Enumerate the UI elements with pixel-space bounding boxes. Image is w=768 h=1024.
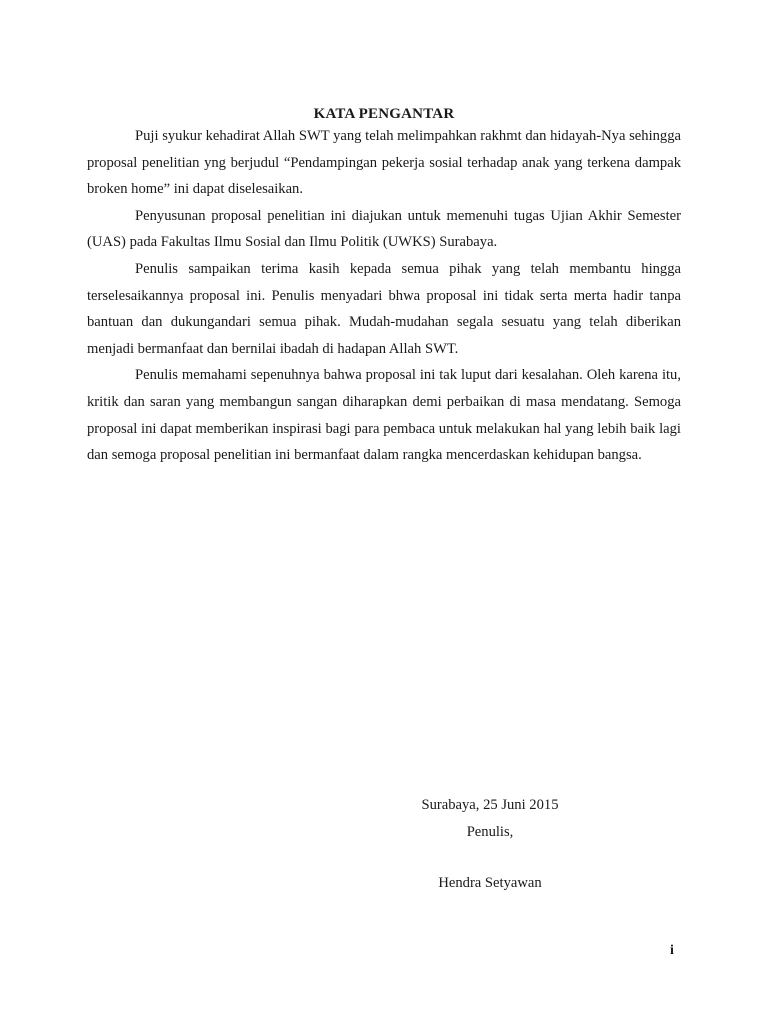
paragraph-4: Penulis memahami sepenuhnya bahwa proposal ini tak luput dari kesalahan. Oleh karena itu, kritik dan saran yang membangun sangan diharapkan demi perbaikan di masa mendatang. Semoga proposal ini dapat memberikan inspirasi bagi para pembaca untuk melakukan hal yang lebih baik lagi dan semoga proposal penelitian ini bermanfaat dalam rangka mencerdaskan kehidupan bangsa. bbox=[87, 367, 681, 464]
paragraph-3: Penulis sampaikan terima kasih kepada semua pihak yang telah membantu hingga terselesaikannya proposal ini. Penulis menyadari bhwa proposal ini tidak serta merta hadir tanpa bantuan dan dukungandari semua pihak. Mudah-mudahan segala sesuatu yang telah diberikan menjadi bermanfaat dan bernilai ibadah di hadapan Allah SWT. bbox=[87, 260, 681, 357]
paragraph-1: Puji syukur kehadirat Allah SWT yang telah melimpahkan rakhmt dan hidayah-Nya sehingga proposal penelitian yng berjudul “Pendampingan pekerja sosial terhadap anak yang terkena dampak broken home” ini dapat diselesaikan. bbox=[87, 128, 681, 198]
paragraph-2: Penyusunan proposal penelitian ini diajukan untuk memenuhi tugas Ujian Akhir Semester (UAS) pada Fakultas Ilmu Sosial dan Ilmu Politik (UWKS) Surabaya. bbox=[87, 207, 681, 251]
signature-name: Hendra Setyawan bbox=[438, 875, 542, 891]
body-text bbox=[87, 123, 681, 469]
signature-role: Penulis, bbox=[466, 824, 514, 840]
page-number: i bbox=[670, 943, 674, 958]
signature-place-date: Surabaya, 25 Juni 2015 bbox=[421, 797, 559, 813]
page-title: KATA PENGANTAR bbox=[313, 106, 455, 122]
